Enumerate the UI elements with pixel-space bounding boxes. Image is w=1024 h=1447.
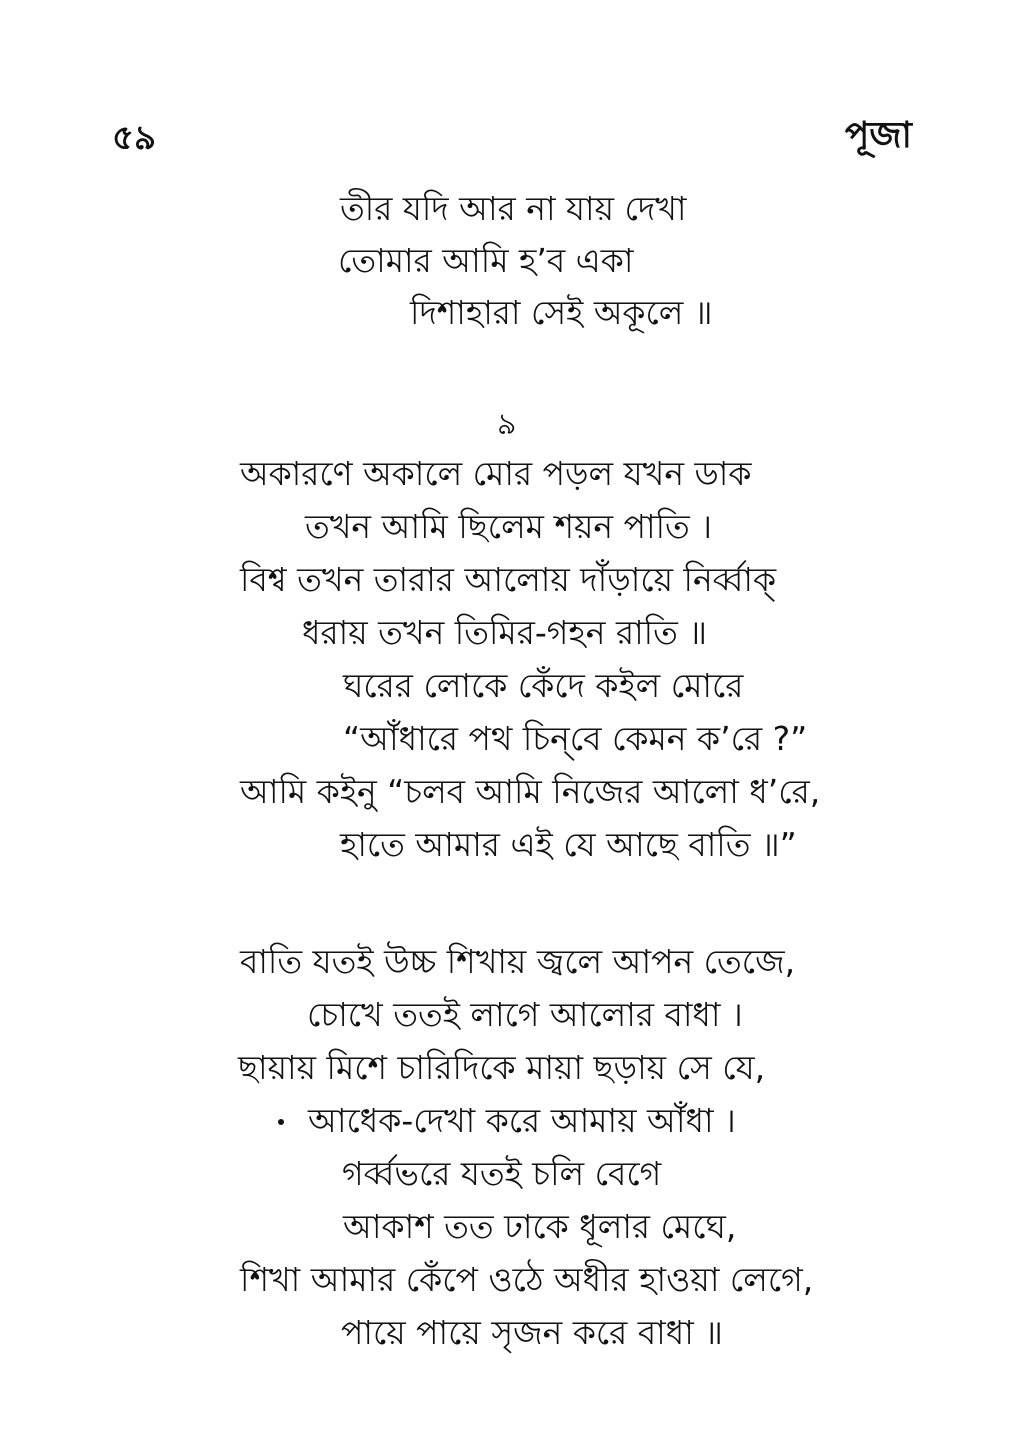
verse-line: ধরায় তখন তিমির-গহন রাতি ॥ (302, 613, 708, 652)
verse-line: চোখে ততই লাগে আলোর বাধা । (307, 995, 743, 1034)
verse-line: তীর যদি আর না যায় দেখা (340, 189, 687, 228)
print-speck (278, 1119, 284, 1125)
verse-line: হাতে আমার এই যে আছে বাতি ॥” (340, 825, 797, 864)
verse-line: তখন আমি ছিলেম শয়ন পাতি । (305, 507, 713, 546)
verse-line: বাতি যতই উচ্চ শিখায় জ্বলে আপন তেজে, (240, 942, 796, 981)
verse-line: আধেক-দেখা করে আমায় আঁধা । (308, 1101, 736, 1140)
verse-line: বিশ্ব তখন তারার আলোয় দাঁড়ায়ে নির্ব্বাক্‌ (240, 560, 777, 599)
verse-line: “আঁধারে পথ চিন্‌বে কেমন ক’রে ?” (343, 719, 808, 758)
verse-line: তোমার আমি হ’ব একা (338, 241, 634, 280)
verse-line: পায়ে পায়ে সৃজন করে বাধা ॥ (341, 1313, 723, 1352)
section-number: ৯ (497, 407, 517, 442)
verse-line: ছায়ায় মিশে চারিদিকে মায়া ছড়ায় সে যে, (238, 1048, 766, 1087)
running-head: পূজা (844, 115, 912, 156)
page-number: ৫৯ (112, 118, 157, 158)
verse-line: অকারণে অকালে মোর পড়ল যখন ডাক (240, 454, 752, 493)
verse-line: গর্ব্বভরে যতই চলি বেগে (342, 1154, 662, 1193)
verse-line: শিখা আমার কেঁপে ওঠে অধীর হাওয়া লেগে, (240, 1260, 814, 1299)
verse-line: ঘরের লোকে কেঁদে কইল মোরে (343, 666, 744, 705)
verse-line: আমি কইনু “চলব আমি নিজের আলো ধ’রে, (240, 772, 821, 811)
verse-line: দিশাহারা সেই অকূলে ॥ (410, 293, 713, 332)
verse-line: আকাশ তত ঢাকে ধূলার মেঘে, (343, 1207, 737, 1246)
